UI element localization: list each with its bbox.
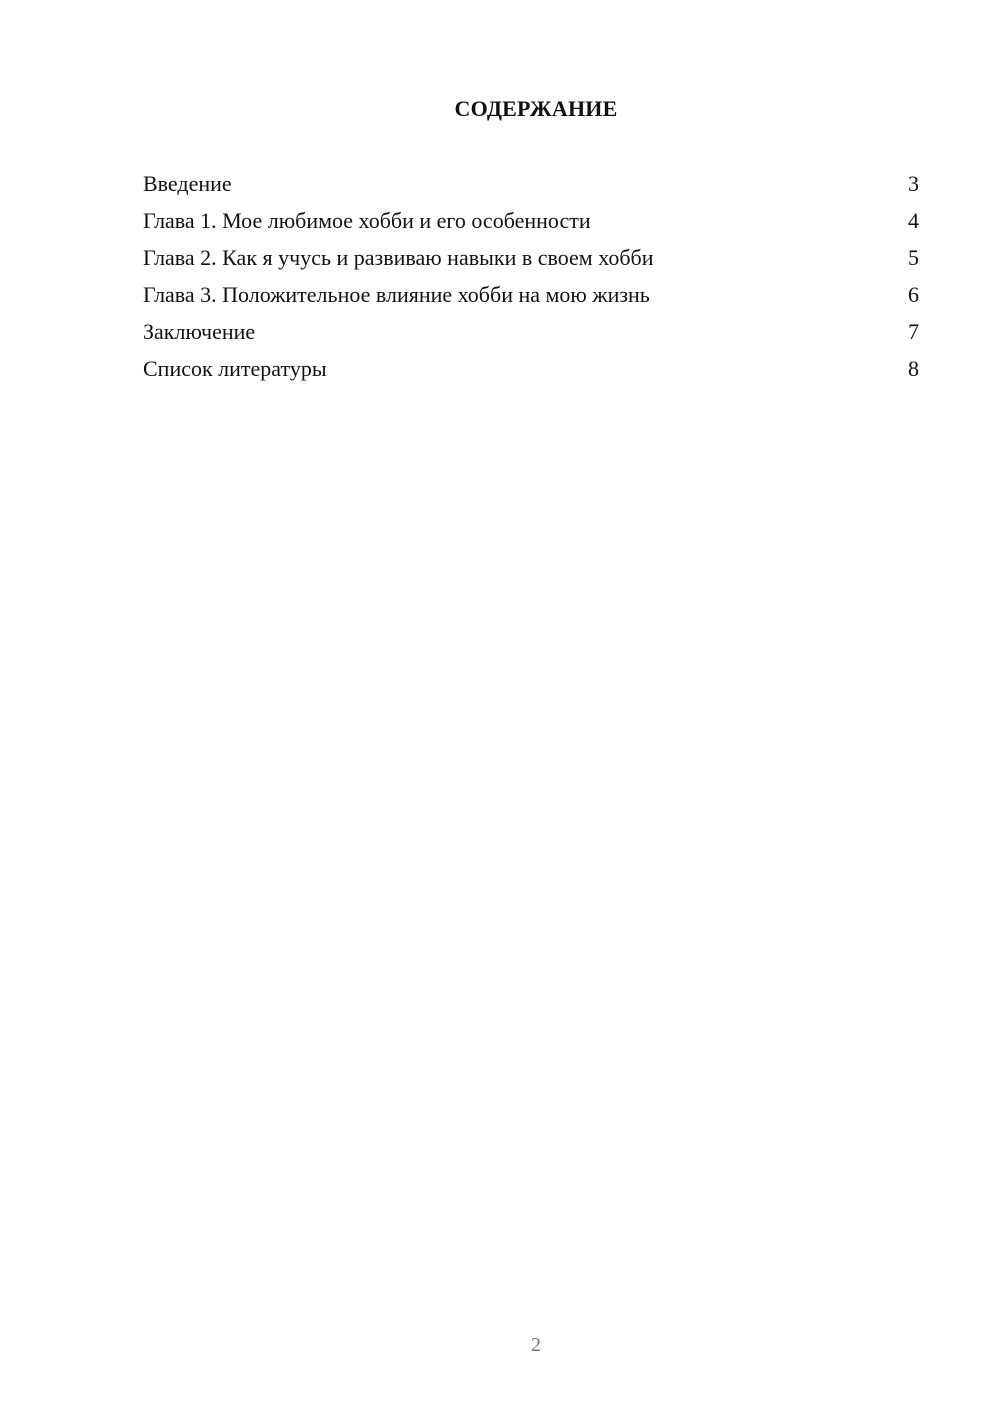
toc-entry-page-number: 7 — [908, 319, 919, 344]
toc-entry-introduction — [143, 168, 919, 205]
toc-entry-page-number: 8 — [908, 356, 919, 381]
toc-entry-chapter-2 — [143, 242, 919, 279]
toc-entry-chapter-3 — [143, 279, 919, 316]
toc-entry-page-number: 5 — [908, 245, 919, 270]
toc-entry-references — [143, 353, 919, 390]
toc-entry-label: Глава 1. Мое любимое хобби и его особенности — [143, 208, 591, 233]
page-number: 2 — [531, 1334, 541, 1356]
toc-entry-label: Список литературы — [143, 356, 327, 381]
table-of-contents — [143, 168, 919, 390]
toc-entry-chapter-1 — [143, 205, 919, 242]
toc-entry-label: Глава 2. Как я учусь и развиваю навыки в своем хобби — [143, 245, 654, 270]
toc-entry-page-number: 6 — [908, 282, 919, 307]
toc-entry-page-number: 4 — [908, 208, 919, 233]
toc-entry-label: Введение — [143, 171, 232, 196]
toc-entry-page-number: 3 — [908, 171, 919, 196]
toc-entry-label: Глава 3. Положительное влияние хобби на мою жизнь — [143, 282, 650, 307]
toc-entry-label: Заключение — [143, 319, 256, 344]
page-title: СОДЕРЖАНИЕ — [454, 96, 618, 121]
toc-entry-conclusion — [143, 316, 919, 353]
